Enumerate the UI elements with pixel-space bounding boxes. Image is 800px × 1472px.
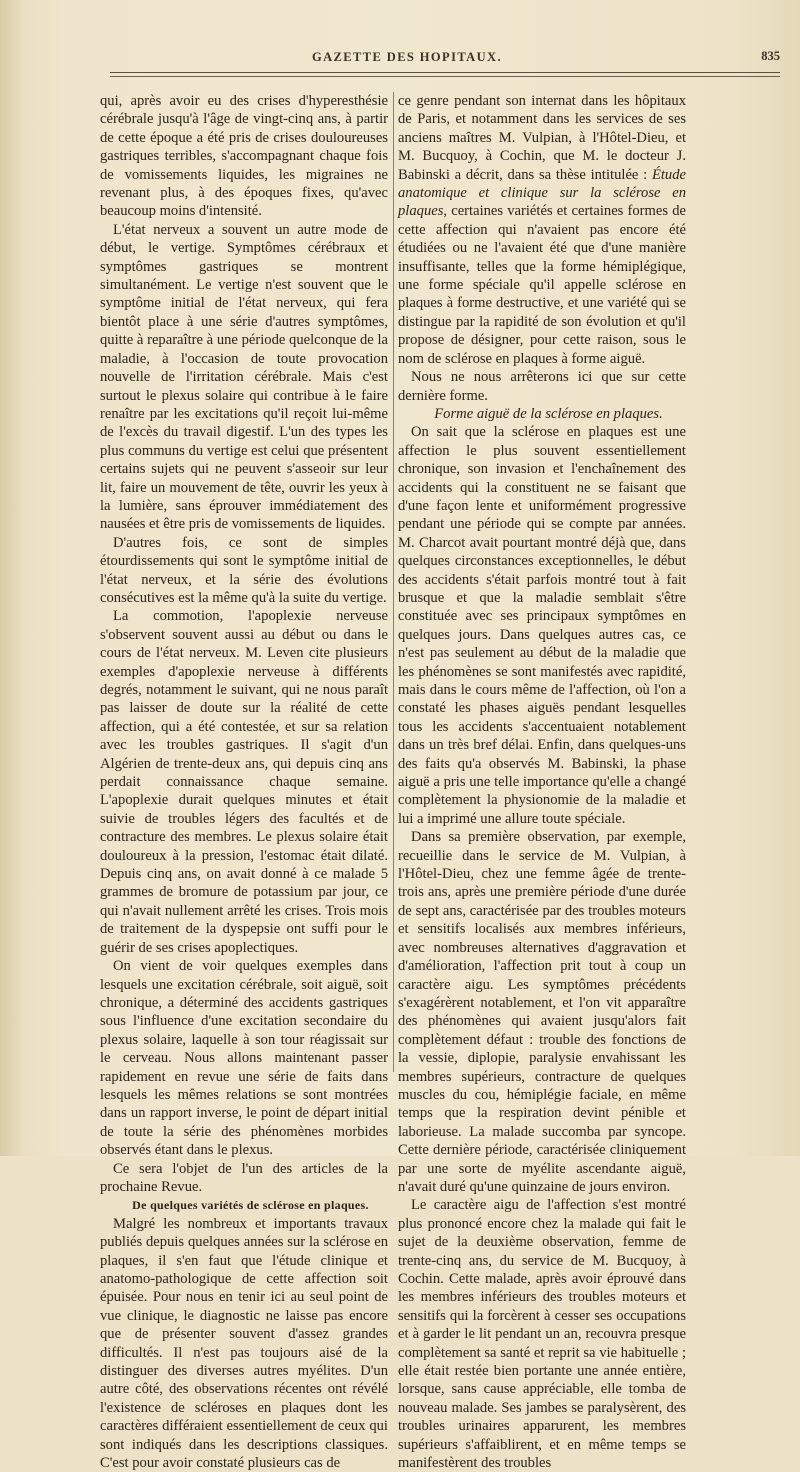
thesis-title: Étude anatomique et clinique sur la sclérose en plaques bbox=[398, 166, 686, 220]
paragraph: On sait que la sclérose en plaques est une affection le plus souvent essentiellement chronique, son invasion et l'enchaînement des accidents qui la constituent ne se faisant que d'une façon lente et uniformément progressive pendant une période qui se compte par années. M. Charcot avait pourtant montré déjà que, dans quelques circonstances exceptionnelles, le début des accidents s'était parfois montré tout à fait brusque et que la maladie semblait s'être constituée avec ses principaux symptômes en quelques jours. Dans quelques autres cas, ce n'est pas seulement au début de la maladie que les phénomènes se sont manifestés avec rapidité, mais dans le cours même de l'affection, où l'on a constaté les phases aiguës pendant lesquelles tous les accidents s'accentuaient notablement dans un très bref délai. Enfin, dans quelques-uns des faits qu'a observés M. Babinski, la phase aiguë a pris une telle importance qu'elle a changé complètement la physionomie de la maladie et lui a imprimé une allure toute spéciale. bbox=[398, 424, 686, 827]
paragraph: La commotion, l'apoplexie nerveuse s'observent souvent aussi au début ou dans le cours de l'état nerveux. M. Leven cite plusieurs exemples d'apoplexie nerveuse à différents degrés, notamment le suivant, qui ne nous paraît pas laisser de doute sur la réalité de cette affection, qui a été contestée, et sur sa relation avec les troubles gastriques. Il s'agit d'un Algérien de trente-deux ans, qui depuis cinq ans perdait connaissance chaque semaine. L'apoplexie durait quelques minutes et était suivie de troubles légers des facultés et de contracture des membres. Le plexus solaire était douloureux à la pression, l'estomac était dilaté. Depuis cinq ans, on avait donné à ce malade 5 grammes de bromure de potassium par jour, ce qui n'avait nullement arrêté les crises. Trois mois de traitement de la dyspepsie ont suffi pour le guérir de ses crises apoplectiques. bbox=[100, 608, 388, 956]
running-title: GAZETTE DES HOPITAUX. bbox=[312, 50, 502, 64]
page-header bbox=[100, 44, 790, 70]
header-rule-thin bbox=[110, 76, 780, 77]
paragraph: L'état nerveux a souvent un autre mode de début, le vertige. Symptômes cérébraux et symptômes gastriques se montrent simultanément. Le vertige n'est souvent que le symptôme initial de l'état nerveux, qui fera bientôt place à une série d'autres symptômes, quitte à reparaître à une période quelconque de la maladie, à l'occasion de toute provocation nouvelle de l'irritation cérébrale. Mais c'est surtout le plexus solaire qui contribue à le faire renaître par les excitations qu'il reçoit lui-même de l'excès du travail digestif. L'un des types les plus communs du vertige est celui que présentent certains sujets qui ne peuvent s'asseoir sur leur lit, faire un mouvement de tête, ouvrir les yeux à la lumière, sans éprouver immédiatement des nausées et être pris de vomissements de liquides. bbox=[100, 221, 388, 533]
paragraph: On vient de voir quelques exemples dans lesquels une excitation cérébrale, soit aiguë, soit chronique, a déterminé des accidents gastriques sous l'influence d'une excitation secondaire du plexus solaire, laquelle à son tour réagissait sur le cerveau. Nous allons maintenant passer rapidement en revue une série de faits dans lesquels les mêmes relations se sont montrées dans un rapport inverse, le point de départ initial de toute la série des phénomènes morbides observés étant dans le plexus. bbox=[100, 958, 388, 1159]
paragraph: Nous ne nous arrêterons ici que sur cette dernière forme. bbox=[398, 369, 686, 404]
paragraph: Dans sa première observation, par exemple, recueillie dans le service de M. Vulpian, à l'Hôtel-Dieu, chez une femme âgée de trente-trois ans, après une première période d'une durée de sept ans, caractérisée par des troubles moteurs et sensitifs localisés aux membres inférieurs, avec nombreuses alternatives d'aggravation et d'amélioration, l'affection prit tout à coup un caractère aigu. Les symptômes précédents s'exagérèrent notablement, et l'on vit apparaître des phénomènes qui avaient jusqu'alors fait complètement défaut : trouble des fonctions de la vessie, diplopie, paralysie envahissant les membres supérieurs, contracture de quelques muscles du cou, hémiplégie faciale, en même temps que la respiration devint pénible et laborieuse. La malade succomba par syncope. Cette dernière période, caractérisée cliniquement par une sorte de myélite ascendante aiguë, n'avait duré qu'une quinzaine de jours environ. bbox=[398, 829, 686, 1195]
paragraph: Malgré les nombreux et importants travaux publiés depuis quelques années sur la sclérose en plaques, il s'en faut que l'étude clinique et anatomo-pathologique de cette affection soit épuisée. Pour nous en tenir ici au seul point de vue clinique, le diagnostic ne laisse pas encore que de présenter souvent d'assez grandes difficultés. Il n'est pas toujours aisé de la distinguer des diverses autres myélites. D'un autre côté, des observations récentes ont révélé l'existence de scléroses en plaques dont les caractères différaient essentiellement de ceux qui sont indiqués dans les descriptions classiques. C'est pour avoir constaté plusieurs cas de bbox=[100, 1215, 388, 1472]
page-number: 835 bbox=[761, 49, 780, 63]
paragraph: D'autres fois, ce sont de simples étourdissements qui sont le symptôme initial de l'état nerveux, et la série des évolutions consécutives est la même qu'à la suite du vertige. bbox=[100, 534, 388, 606]
paragraph: qui, après avoir eu des crises d'hyperesthésie cérébrale jusqu'à l'âge de vingt-cinq ans, à partir de cette époque a été pris de crises douloureuses gastriques terribles, s'accompagnant chaque fois de vomissements liquides, les migraines ne revenant plus, à des époques fixes, qu'avec beaucoup moins d'intensité. bbox=[100, 93, 388, 220]
paragraph-text: ce genre pendant son internat dans les hôpitaux de Paris, et notamment dans les services de ses anciens maîtres M. Vulpian, à l'Hôtel-Dieu, et M. Bucquoy, à Cochin, que M. le docteur J. Babinski a décrit, dans sa thèse intitulée : bbox=[398, 93, 686, 183]
paragraph: Le caractère aigu de l'affection s'est montré plus prononcé encore chez la malade qui fait le sujet de la deuxième observation, femme de trente-cinq ans, du service de M. Bucquoy, à Cochin. Cette malade, après avoir éprouvé dans les membres inférieurs des troubles moteurs et sensitifs qui la forcèrent à cesser ses occupations et à garder le lit pendant un an, recouvra presque complètement sa santé et reprit sa vie habituelle ; elle était restée bien portante une année entière, lorsque, sans cause appréciable, elle tomba de nouveau malade. Ses jambes se paralysèrent, des troubles urinaires apparurent, les membres supérieurs s'affaiblirent, et en même temps se manifestèrent des troubles bbox=[398, 1197, 686, 1472]
left-column bbox=[100, 92, 388, 1472]
sub-heading: Forme aiguë de la sclérose en plaques. bbox=[434, 405, 663, 422]
paragraph bbox=[398, 92, 686, 368]
section-heading: De quelques variétés de sclérose en plaques. bbox=[132, 1198, 369, 1213]
page-edge-shadow bbox=[0, 0, 24, 1156]
right-column bbox=[398, 92, 686, 1472]
header-rule bbox=[110, 72, 780, 73]
paragraph: Ce sera l'objet de l'un des articles de la prochaine Revue. bbox=[100, 1160, 388, 1195]
paragraph-text: , certaines variétés et certaines formes de cette affection qui n'avaient pas encore été étudiées ou ne l'avaient été que d'une manière insuffisante, telles que la forme hémiplégique, une forme spéciale qu'il appelle sclérose en plaques à forme destructive, et une variété qui se distingue par la rapidité de son évolution et qu'il propose de désigner, pour cette raison, sous le nom de sclérose en plaques à forme aiguë. bbox=[398, 203, 686, 367]
column-divider bbox=[393, 92, 394, 1072]
